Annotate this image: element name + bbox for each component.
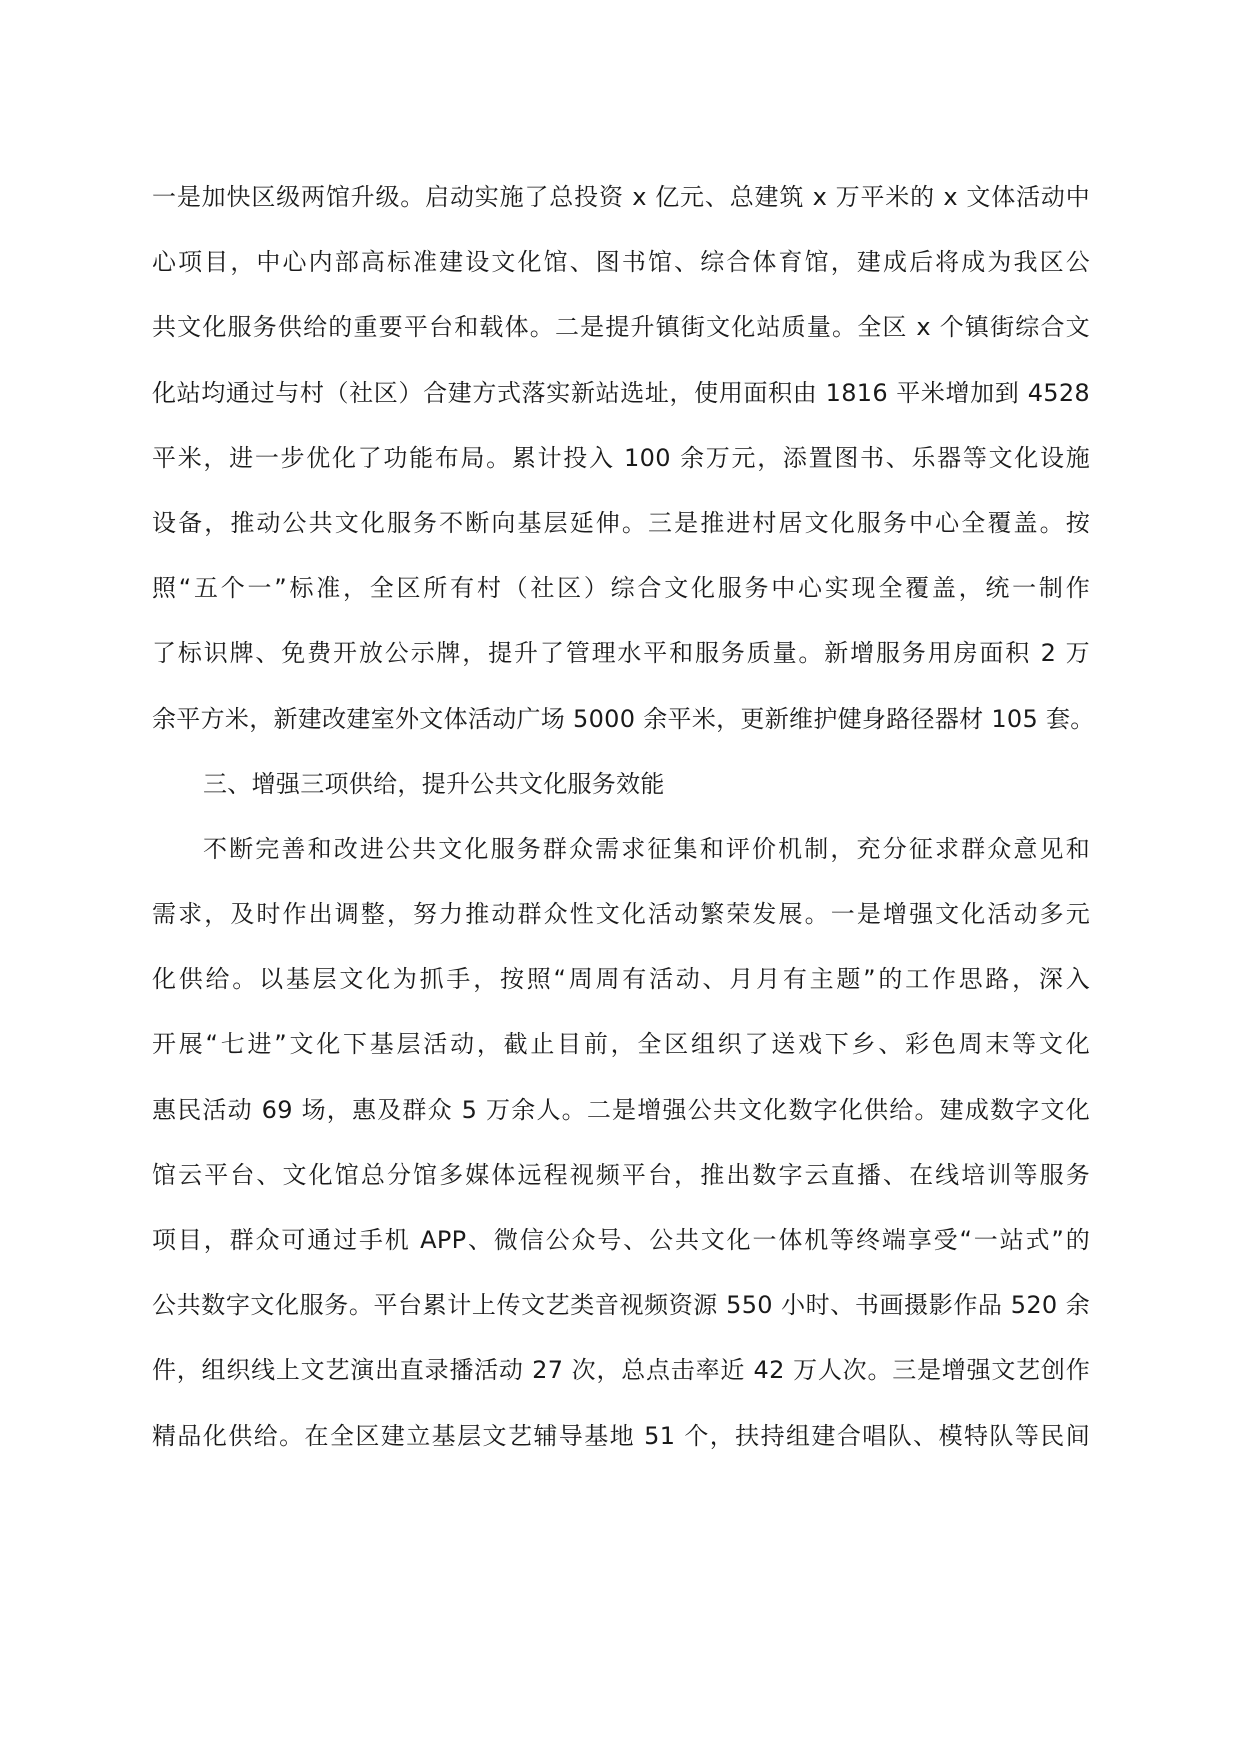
paragraph-line: 设备，推动公共文化服务不断向基层延伸。三是推进村居文化服务中心全覆盖。按 — [152, 508, 1090, 537]
paragraph-line: 不断完善和改进公共文化服务群众需求征集和评价机制，充分征求群众意见和 — [203, 834, 1090, 863]
paragraph-line: 项目，群众可通过手机 APP、微信公众号、公共文化一体机等终端享受“一站式”的 — [152, 1226, 1090, 1254]
paragraph-line: 心项目，中心内部高标准建设文化馆、图书馆、综合体育馆，建成后将成为我区公 — [152, 248, 1090, 277]
paragraph-line: 余平方米，新建改建室外文体活动广场 5000 余平米，更新维护健身路径器材 105 套。 — [152, 704, 1095, 733]
paragraph-line: 开展“七进”文化下基层活动，截止目前，全区组织了送戏下乡、彩色周末等文化 — [152, 1030, 1090, 1059]
paragraph-line: 馆云平台、文化馆总分馆多媒体远程视频平台，推出数字云直播、在线培训等服务 — [152, 1160, 1090, 1189]
paragraph-line: 精品化供给。在全区建立基层文艺辅导基地 51 个，扶持组建合唱队、模特队等民间 — [152, 1421, 1090, 1450]
paragraph-line: 公共数字文化服务。平台累计上传文艺类音视频资源 550 小时、书画摄影作品 520 余 — [152, 1291, 1090, 1320]
paragraph-line: 平米，进一步优化了功能布局。累计投入 100 余万元，添置图书、乐器等文化设施 — [152, 443, 1090, 472]
paragraph-line: 照“五个一”标准，全区所有村（社区）综合文化服务中心实现全覆盖，统一制作 — [152, 574, 1090, 603]
paragraph-line: 化供给。以基层文化为抓手，按照“周周有活动、月月有主题”的工作思路，深入 — [152, 965, 1090, 994]
paragraph-line: 化站均通过与村（社区）合建方式落实新站选址，使用面积由 1816 平米增加到 4528 — [152, 378, 1090, 407]
paragraph-line: 需求，及时作出调整，努力推动群众性文化活动繁荣发展。一是增强文化活动多元 — [152, 900, 1090, 929]
paragraph-line: 了标识牌、免费开放公示牌，提升了管理水平和服务质量。新增服务用房面积 2 万 — [152, 639, 1090, 668]
paragraph-line: 一是加快区级两馆升级。启动实施了总投资 x 亿元、总建筑 x 万平米的 x 文体活动中 — [152, 183, 1090, 211]
paragraph-line: 件，组织线上文艺演出直录播活动 27 次，总点击率近 42 万人次。三是增强文艺创作 — [152, 1356, 1090, 1385]
document-body — [152, 182, 1095, 1486]
section-heading: 三、增强三项供给，提升公共文化服务效能 — [203, 769, 665, 798]
paragraph-line: 共文化服务供给的重要平台和载体。二是提升镇街文化站质量。全区 x 个镇街综合文 — [152, 313, 1090, 342]
paragraph-line: 惠民活动 69 场，惠及群众 5 万余人。二是增强公共文化数字化供给。建成数字文化 — [152, 1095, 1090, 1124]
